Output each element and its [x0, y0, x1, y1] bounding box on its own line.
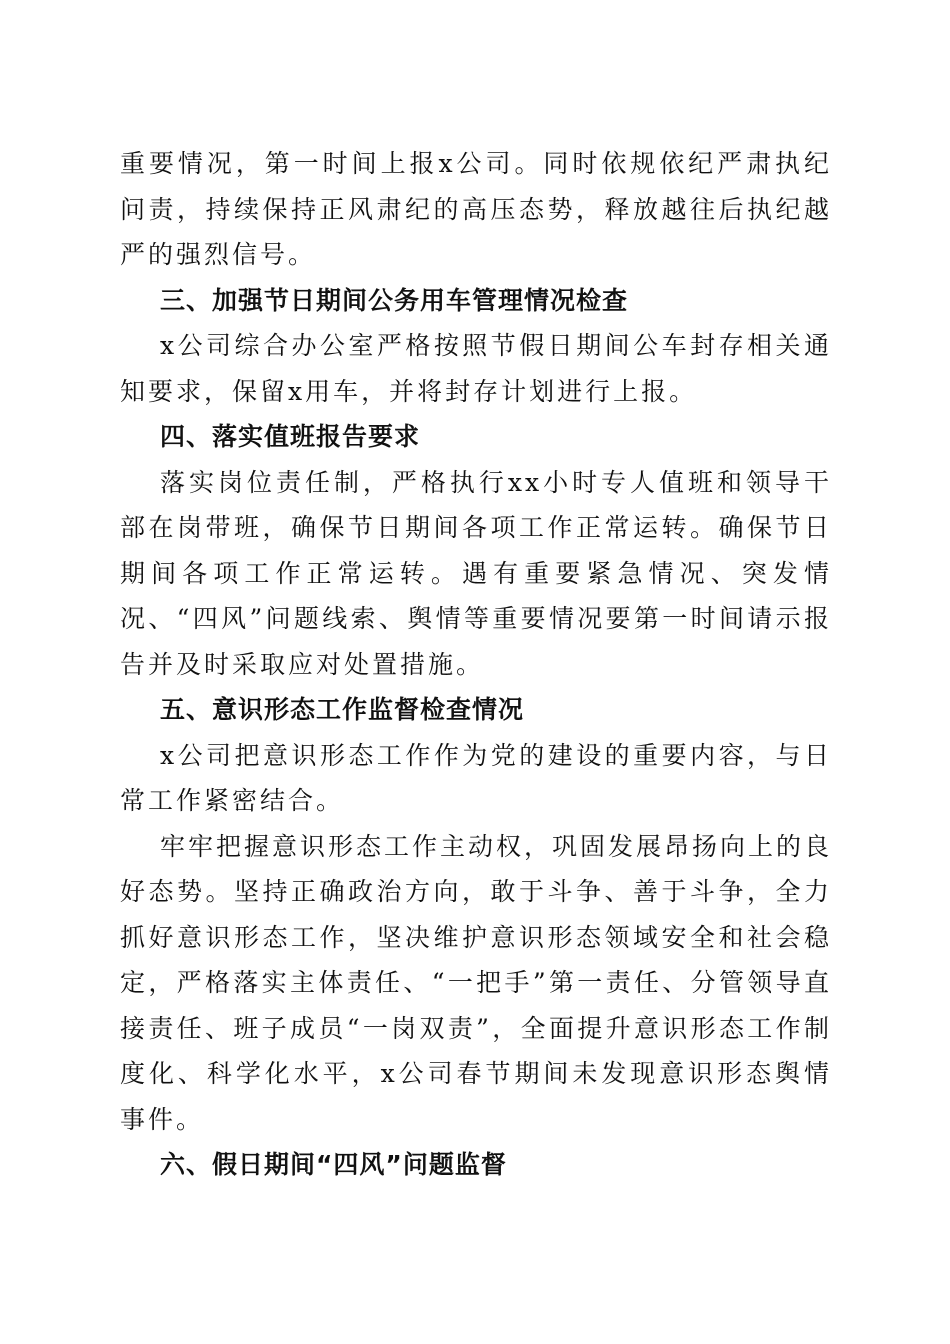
section-heading-3: 三、加强节日期间公务用车管理情况检查 [160, 285, 629, 315]
section-heading-6: 六、假日期间“四风”问题监督 [160, 1150, 507, 1179]
document-body [120, 141, 832, 1188]
paragraph-ideology-detail: 牢牢把握意识形态工作主动权，巩固发展昂扬向上的良好态势。坚持正确政治方向，敢于斗争、善于斗争，全力抓好意识形态工作，坚决维护意识形态领域安全和社会稳定，严格落实主体责任、“一把手”第一责任、分管领导直接责任、班子成员“一岗双责”，全面提升意识形态工作制度化、科学化水平，x公司春节期间未发现意识形态舆情事件。 [120, 831, 833, 1134]
section-heading-4: 四、落实值班报告要求 [160, 422, 421, 451]
section-heading-5: 五、意识形态工作监督检查情况 [160, 695, 525, 724]
paragraph-continuation: 重要情况，第一时间上报x公司。同时依规依纪严肃执纪问责，持续保持正风肃纪的高压态势，释放越往后执纪越严的强烈信号。 [120, 149, 832, 269]
paragraph-ideology-intro: x公司把意识形态工作作为党的建设的重要内容，与日常工作紧密结合。 [120, 740, 832, 815]
paragraph-vehicle-management: x公司综合办公室严格按照节假日期间公车封存相关通知要求，保留x用车，并将封存计划进行上报。 [120, 331, 832, 406]
paragraph-duty-reporting: 落实岗位责任制，严格执行xx小时专人值班和领导干部在岗带班，确保节日期间各项工作正常运转。确保节日期间各项工作正常运转。遇有重要紧急情况、突发情况、“四风”问题线索、舆情等重要情况要第一时间请示报告并及时采取应对处置措施。 [120, 467, 832, 679]
